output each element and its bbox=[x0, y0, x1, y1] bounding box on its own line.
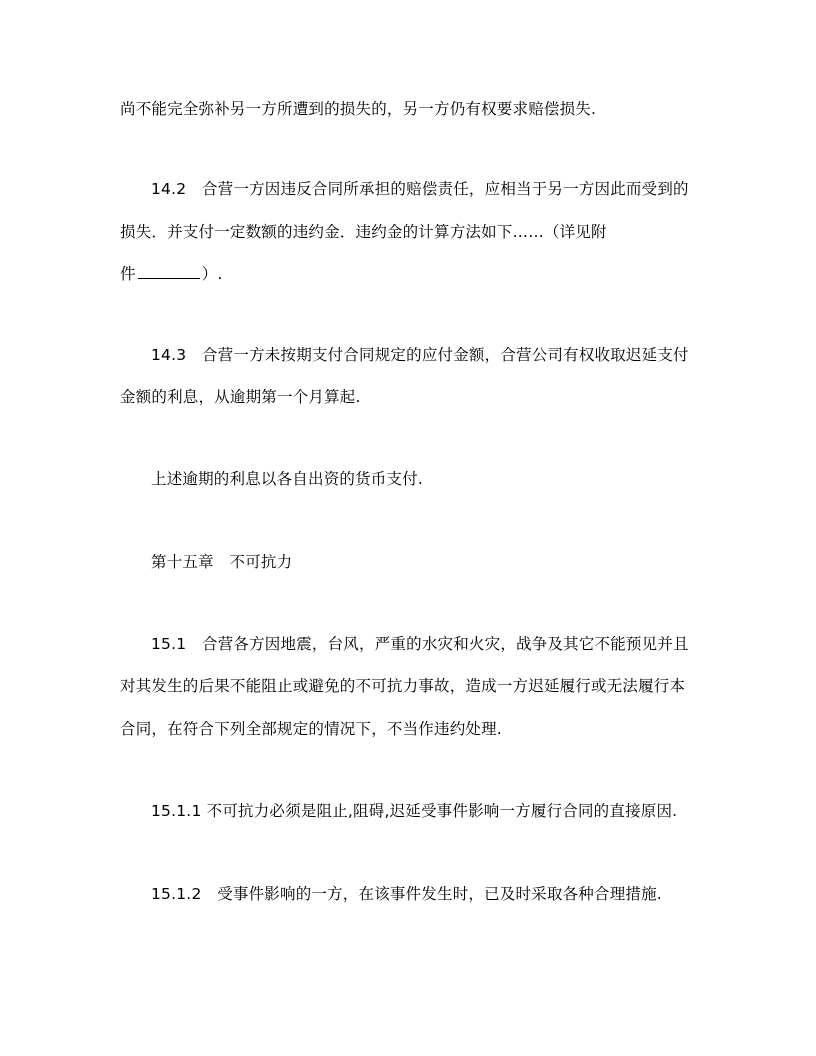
clause-14-2-text-end: ）. bbox=[201, 265, 223, 283]
chapter-15-heading: 第十五章 不可抗力 bbox=[151, 553, 293, 571]
clause-15-1-1-line: 15.1.1 不可抗力必须是阻止,阻碍,迟延受事件影响一方履行合同的直接原因. bbox=[151, 802, 678, 820]
clause-15-1-line-3: 合同，在符合下列全部规定的情况下，不当作违约处理. bbox=[120, 720, 502, 738]
clause-14-2-line-1: 14.2 合营一方因违反合同所承担的赔偿责任，应相当于另一方因此而受到的 bbox=[151, 180, 689, 198]
clause-14-2-text-start: 件 bbox=[120, 265, 136, 283]
clause-14-2-line-2: 损失．并支付一定数额的违约金．违约金的计算方法如下……（详见附 bbox=[120, 223, 607, 241]
interest-payment-line: 上述逾期的利息以各自出资的货币支付. bbox=[151, 470, 424, 488]
clause-14-2-line-3 bbox=[120, 263, 710, 285]
clause-15-1-line-1: 15.1 合营各方因地震，台风，严重的水灾和火灾，战争及其它不能预见并且 bbox=[151, 635, 689, 653]
fill-in-blank bbox=[138, 263, 200, 279]
clause-14-3-line-1: 14.3 合营一方未按期支付合同规定的应付金额，合营公司有权收取迟延支付 bbox=[151, 346, 689, 364]
paragraph-line: 尚不能完全弥补另一方所遭到的损失的，另一方仍有权要求赔偿损失. bbox=[120, 100, 597, 118]
clause-14-3-line-2: 金额的利息，从逾期第一个月算起. bbox=[120, 388, 361, 406]
clause-15-1-line-2: 对其发生的后果不能阻止或避免的不可抗力事故，造成一方迟延履行或无法履行本 bbox=[120, 677, 686, 695]
clause-15-1-2-line: 15.1.2 受事件影响的一方，在该事件发生时，已及时采取各种合理措施. bbox=[151, 885, 662, 903]
